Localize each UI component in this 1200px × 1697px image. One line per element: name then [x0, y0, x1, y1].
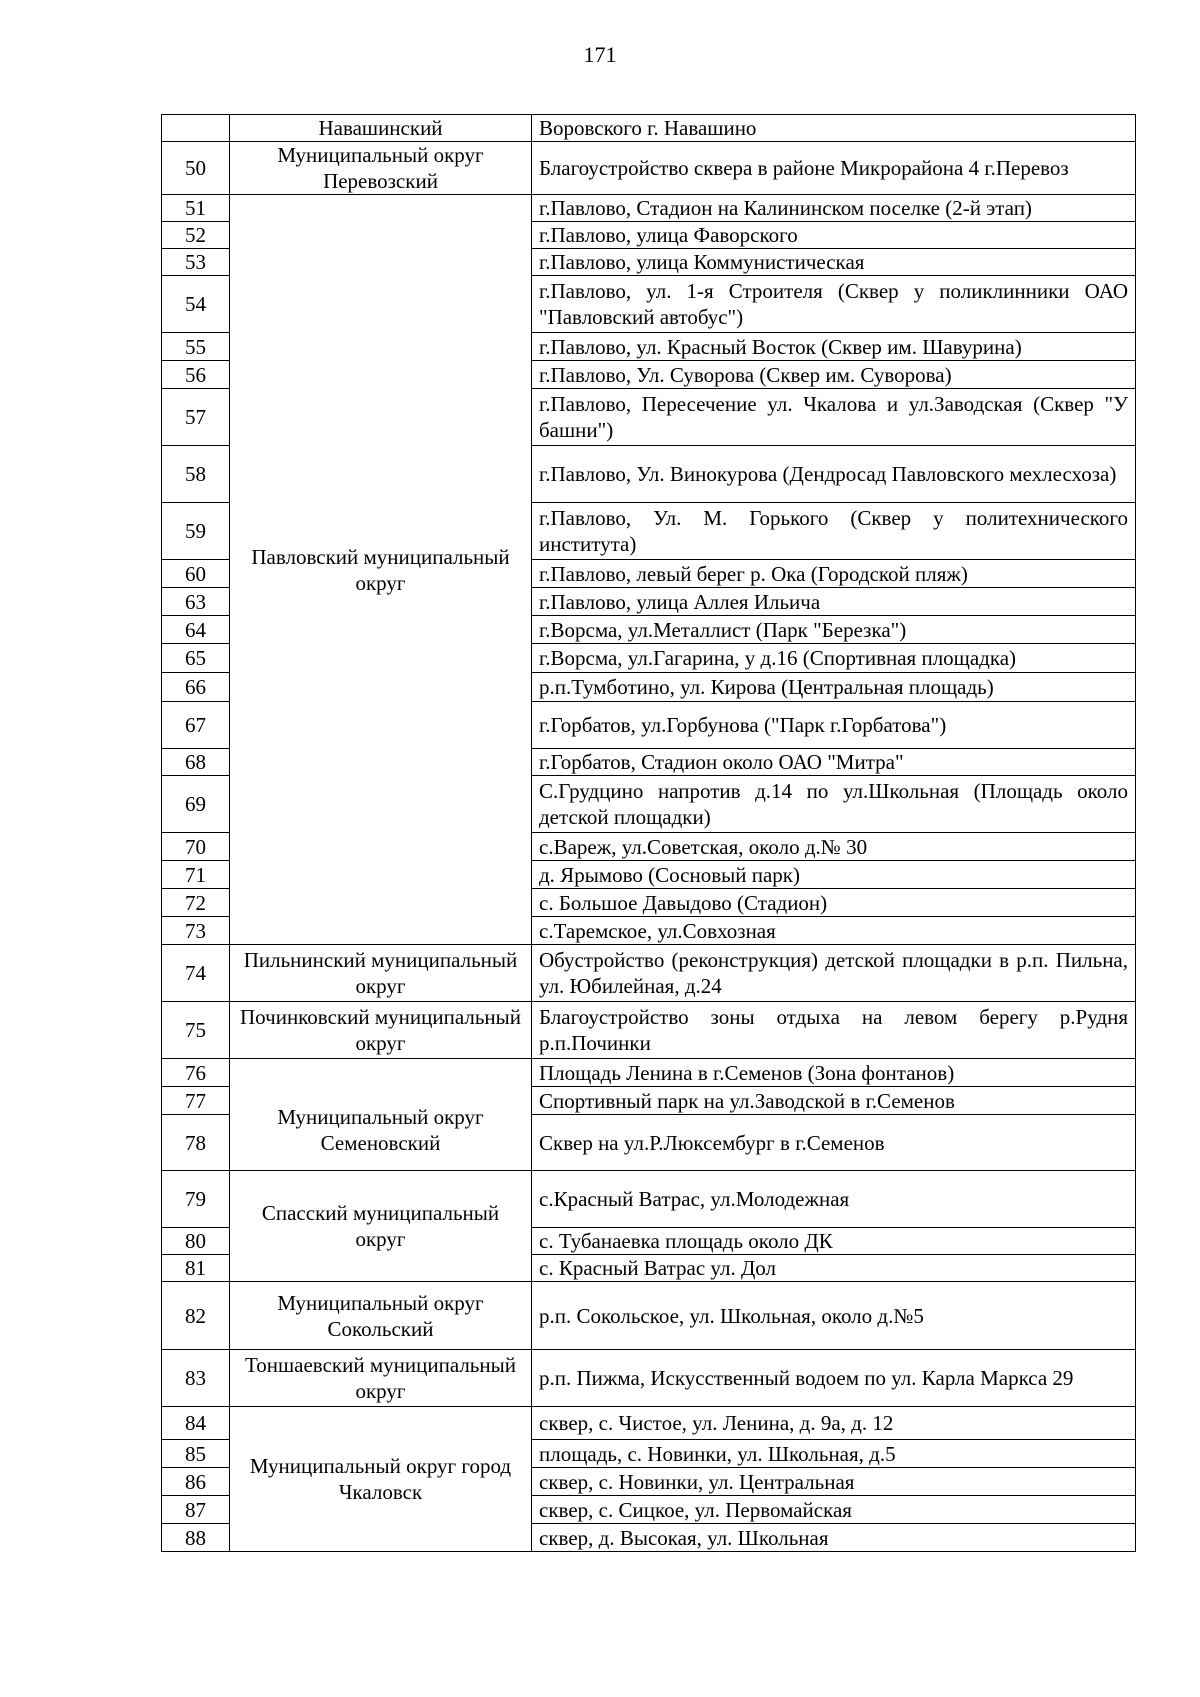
object-description: Площадь Ленина в г.Семенов (Зона фонтанов) [532, 1059, 1136, 1087]
object-description: Обустройство (реконструкция) детской площадки в р.п. Пильна, ул. Юбилейная, д.24 [532, 945, 1136, 1002]
row-number: 88 [162, 1524, 230, 1552]
row-number: 65 [162, 644, 230, 673]
row-number: 52 [162, 222, 230, 249]
row-number: 59 [162, 503, 230, 560]
object-description: г.Павлово, Ул. Суворова (Сквер им. Суворова) [532, 361, 1136, 389]
object-description: р.п. Сокольское, ул. Школьная, около д.№5 [532, 1282, 1136, 1350]
row-number: 63 [162, 588, 230, 616]
row-number: 71 [162, 861, 230, 889]
row-number: 57 [162, 389, 230, 446]
row-number: 70 [162, 833, 230, 861]
row-number: 66 [162, 673, 230, 702]
object-description: сквер, д. Высокая, ул. Школьная [532, 1524, 1136, 1552]
district-spassky: Спасский муниципальный округ [230, 1171, 532, 1282]
row-number: 78 [162, 1115, 230, 1171]
row-number: 51 [162, 195, 230, 222]
object-description: г.Горбатов, ул.Горбунова ("Парк г.Горбатова") [532, 702, 1136, 749]
district-navashinsky: Навашинский [230, 115, 532, 142]
object-description: г.Ворсма, ул.Металлист (Парк "Березка") [532, 616, 1136, 644]
row-number: 50 [162, 142, 230, 195]
table-row [162, 1059, 1136, 1087]
row-number: 68 [162, 749, 230, 776]
district-pochinkovsky: Починковский муниципальный округ [230, 1002, 532, 1059]
row-number: 56 [162, 361, 230, 389]
row-number: 67 [162, 702, 230, 749]
row-number: 73 [162, 917, 230, 945]
object-description: д. Ярымово (Сосновый парк) [532, 861, 1136, 889]
district-tonshaevsky: Тоншаевский муниципальный округ [230, 1350, 532, 1407]
object-description: с.Вареж, ул.Советская, около д.№ 30 [532, 833, 1136, 861]
table-row [162, 1407, 1136, 1440]
object-description: с. Тубанаевка площадь около ДК [532, 1228, 1136, 1255]
row-number: 55 [162, 333, 230, 361]
object-description: г.Павлово, ул. 1-я Строителя (Сквер у поликлинники ОАО "Павловский автобус") [532, 276, 1136, 333]
district-pavlovsky: Павловский муниципальный округ [230, 195, 532, 945]
district-semenovsky: Муниципальный округ Семеновский [230, 1059, 532, 1171]
object-description: сквер, с. Новинки, ул. Центральная [532, 1468, 1136, 1496]
object-description: г.Ворсма, ул.Гагарина, у д.16 (Спортивная площадка) [532, 644, 1136, 673]
registry-table [161, 114, 1136, 1552]
row-number: 80 [162, 1228, 230, 1255]
object-description: г.Павлово, ул. Красный Восток (Сквер им. Шавурина) [532, 333, 1136, 361]
object-description: сквер, с. Чистое, ул. Ленина, д. 9а, д. 12 [532, 1407, 1136, 1440]
row-number: 83 [162, 1350, 230, 1407]
table-row [162, 945, 1136, 1002]
object-description: р.п.Тумботино, ул. Кирова (Центральная площадь) [532, 673, 1136, 702]
table-row [162, 142, 1136, 195]
row-number: 79 [162, 1171, 230, 1228]
row-number: 85 [162, 1440, 230, 1468]
row-number: 81 [162, 1255, 230, 1282]
object-description: Благоустройство зоны отдыха на левом берегу р.Рудня р.п.Починки [532, 1002, 1136, 1059]
object-description: р.п. Пижма, Искусственный водоем по ул. Карла Маркса 29 [532, 1350, 1136, 1407]
object-description: г.Павлово, улица Аллея Ильича [532, 588, 1136, 616]
table-row [162, 1350, 1136, 1407]
object-description: с. Красный Ватрас ул. Дол [532, 1255, 1136, 1282]
object-description: Сквер на ул.Р.Люксембург в г.Семенов [532, 1115, 1136, 1171]
district-pilninsky: Пильнинский муниципальный округ [230, 945, 532, 1002]
table-row [162, 1282, 1136, 1350]
object-description: г.Павлово, Ул. Винокурова (Дендросад Павловского мехлесхоза) [532, 446, 1136, 503]
object-description: с. Большое Давыдово (Стадион) [532, 889, 1136, 917]
object-description: г.Павлово, Ул. М. Горького (Сквер у политехнического института) [532, 503, 1136, 560]
row-number: 86 [162, 1468, 230, 1496]
object-description: Благоустройство сквера в районе Микрорайона 4 г.Перевоз [532, 142, 1136, 195]
object-description: сквер, с. Сицкое, ул. Первомайская [532, 1496, 1136, 1524]
object-description: площадь, с. Новинки, ул. Школьная, д.5 [532, 1440, 1136, 1468]
object-description: г.Павлово, улица Фаворского [532, 222, 1136, 249]
row-number: 77 [162, 1087, 230, 1115]
object-description: г.Павлово, левый берег р. Ока (Городской пляж) [532, 560, 1136, 588]
object-description: г.Горбатов, Стадион около ОАО "Митра" [532, 749, 1136, 776]
object-description: г.Павлово, улица Коммунистическая [532, 249, 1136, 276]
object-description: г.Павлово, Стадион на Калининском поселке (2-й этап) [532, 195, 1136, 222]
object-description: г.Павлово, Пересечение ул. Чкалова и ул.Заводская (Сквер "У башни") [532, 389, 1136, 446]
row-number: 64 [162, 616, 230, 644]
row-number: 72 [162, 889, 230, 917]
object-description: Спортивный парк на ул.Заводской в г.Семенов [532, 1087, 1136, 1115]
row-number: 82 [162, 1282, 230, 1350]
table-row [162, 1002, 1136, 1059]
row-number: 58 [162, 446, 230, 503]
object-description: С.Грудцино напротив д.14 по ул.Школьная (Площадь около детской площадки) [532, 776, 1136, 833]
district-chkalovsk: Муниципальный округ город Чкаловск [230, 1407, 532, 1552]
object-description: Воровского г. Навашино [532, 115, 1136, 142]
row-number: 60 [162, 560, 230, 588]
table-row [162, 115, 1136, 142]
row-number: 74 [162, 945, 230, 1002]
district-perevozsky: Муниципальный округ Перевозский [230, 142, 532, 195]
row-number: 75 [162, 1002, 230, 1059]
row-number: 69 [162, 776, 230, 833]
row-number: 84 [162, 1407, 230, 1440]
row-number: 54 [162, 276, 230, 333]
row-number [162, 115, 230, 142]
table-row [162, 1171, 1136, 1228]
district-sokolsky: Муниципальный округ Сокольский [230, 1282, 532, 1350]
object-description: с.Красный Ватрас, ул.Молодежная [532, 1171, 1136, 1228]
page-number: 171 [583, 42, 617, 67]
row-number: 53 [162, 249, 230, 276]
object-description: с.Таремское, ул.Совхозная [532, 917, 1136, 945]
row-number: 87 [162, 1496, 230, 1524]
table-row [162, 195, 1136, 222]
row-number: 76 [162, 1059, 230, 1087]
